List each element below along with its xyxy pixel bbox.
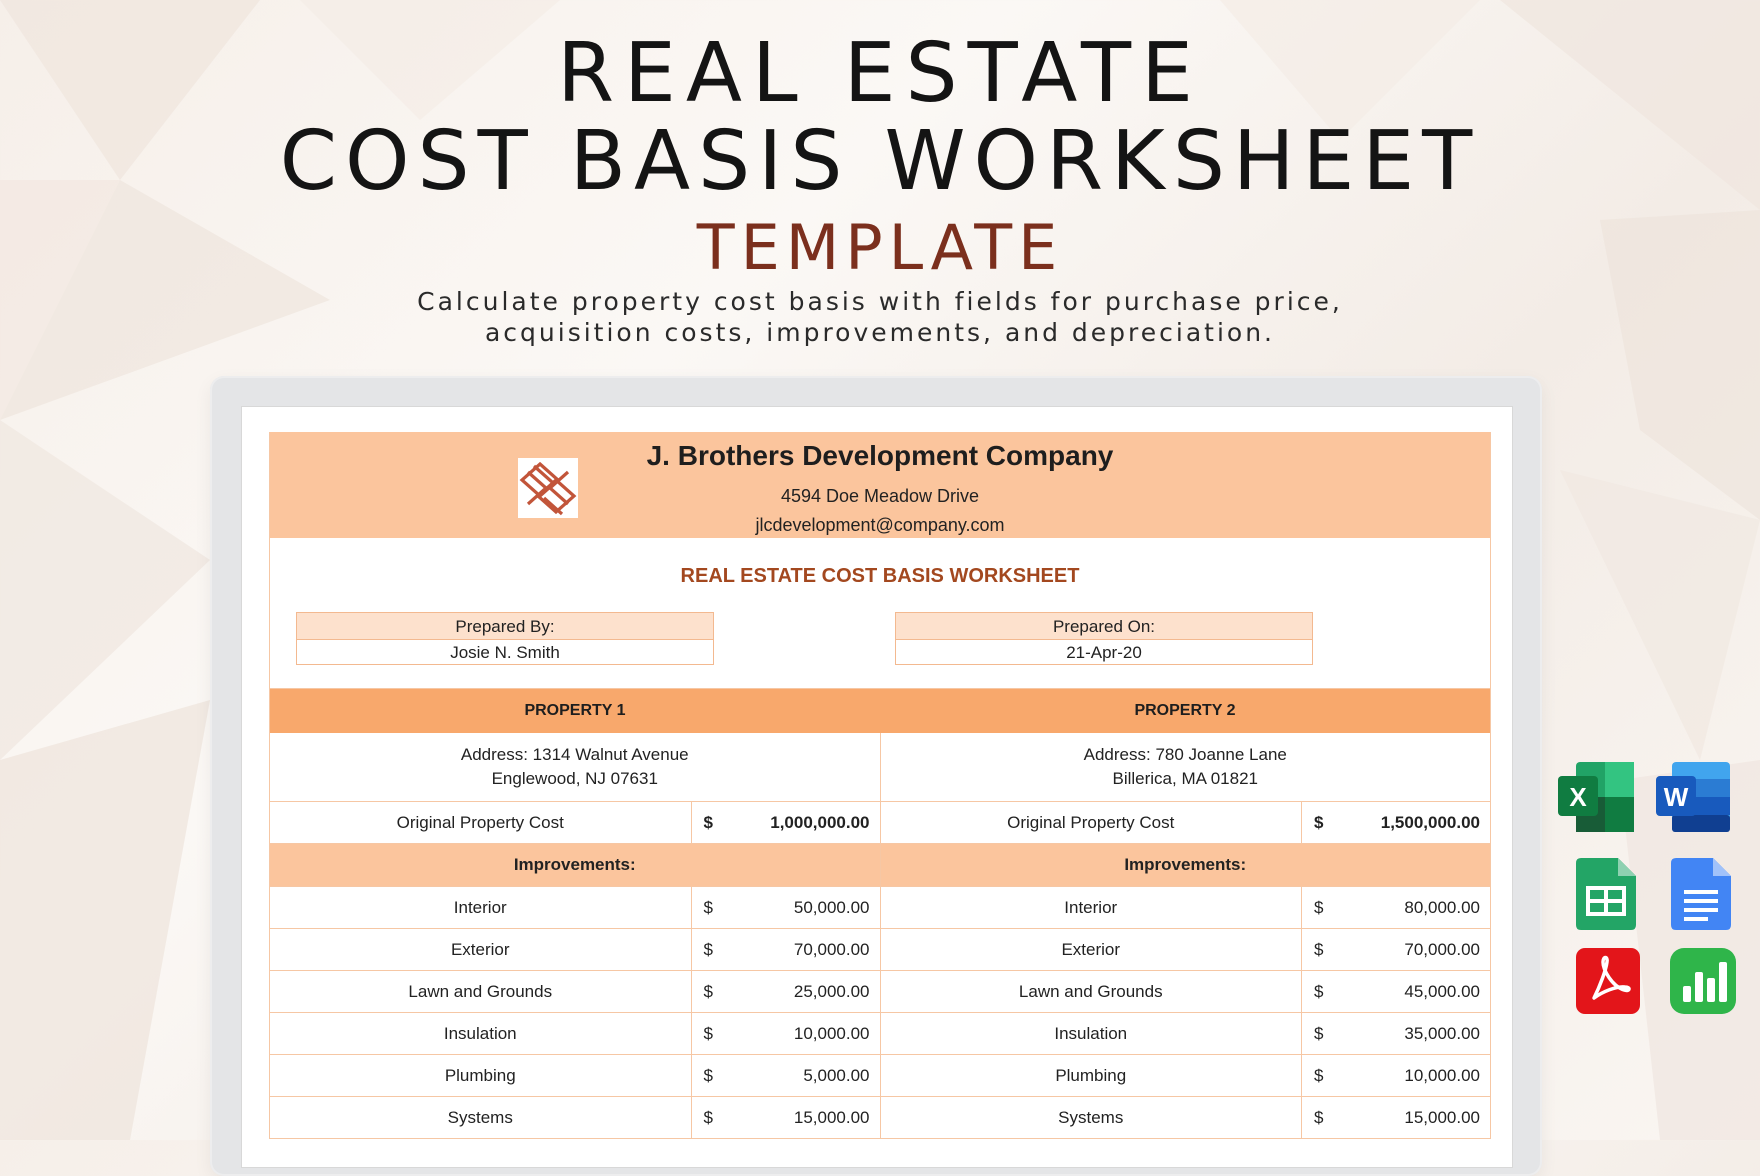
original-cost-row <box>270 802 1490 844</box>
improvement-amount[interactable]: 70,000.00 <box>793 940 870 959</box>
property-2-address-line1: Address: 780 Joanne Lane <box>1083 745 1287 764</box>
prepared-on-box <box>895 612 1313 665</box>
improvement-amount[interactable]: 10,000.00 <box>793 1024 870 1043</box>
currency-symbol: $ <box>691 1097 720 1138</box>
property-1-improvement <box>270 1097 880 1138</box>
table-row <box>270 1013 1490 1055</box>
property-2-heading: PROPERTY 2 <box>1134 702 1236 719</box>
currency-symbol: $ <box>1301 929 1330 970</box>
worksheet-title: REAL ESTATE COST BASIS WORKSHEET <box>270 538 1490 612</box>
property-1-improvement <box>270 887 880 928</box>
word-icon-letter: W <box>1663 782 1689 812</box>
improvement-label: Systems <box>1058 1108 1124 1127</box>
improvement-label: Systems <box>447 1108 513 1127</box>
improvement-label: Lawn and Grounds <box>408 982 553 1001</box>
table-row <box>270 971 1490 1013</box>
currency-symbol: $ <box>1301 971 1330 1012</box>
improvement-amount[interactable]: 15,000.00 <box>793 1108 870 1127</box>
property-1-address-line1: Address: 1314 Walnut Avenue <box>460 745 689 764</box>
property-2-address-line2: Billerica, MA 01821 <box>1112 769 1259 788</box>
property-2-improvements-heading: Improvements: <box>880 844 1491 886</box>
improvement-label: Interior <box>1064 898 1118 917</box>
property-1-cost <box>270 802 880 843</box>
property-2-cost <box>880 802 1491 843</box>
property-1-cost-value[interactable]: 1,000,000.00 <box>770 813 870 832</box>
company-header <box>270 432 1490 538</box>
word-icon <box>1656 762 1732 832</box>
prepared-by-box <box>296 612 714 665</box>
property-2-improvement <box>880 971 1491 1012</box>
hero-description-line2: acquisition costs, improvements, and depreciation. <box>484 318 1276 347</box>
google-sheets-icon <box>1576 858 1636 930</box>
improvement-amount[interactable]: 45,000.00 <box>1404 982 1480 1001</box>
prepared-on-field[interactable]: 21-Apr-20 <box>896 640 1312 664</box>
improvement-label: Exterior <box>450 940 510 959</box>
property-2-cost-value[interactable]: 1,500,000.00 <box>1380 813 1480 832</box>
improvement-amount[interactable]: 50,000.00 <box>793 898 870 917</box>
table-row <box>270 887 1490 929</box>
hero-title-line1: REAL ESTATE <box>557 26 1203 121</box>
currency-symbol: $ <box>691 971 720 1012</box>
prepared-by-label: Prepared By: <box>297 613 713 640</box>
improvement-label: Insulation <box>443 1024 517 1043</box>
improvements-header-row <box>270 844 1490 887</box>
property-1-heading: PROPERTY 1 <box>524 702 626 719</box>
property-1-improvements-heading: Improvements: <box>513 855 636 874</box>
table-row <box>270 1055 1490 1097</box>
excel-icon <box>1558 762 1636 832</box>
table-row <box>270 1097 1490 1139</box>
property-1-improvement <box>270 971 880 1012</box>
improvement-label: Lawn and Grounds <box>1018 982 1163 1001</box>
property-2-improvement <box>880 929 1491 970</box>
property-2-improvement <box>880 887 1491 928</box>
worksheet <box>269 432 1491 1139</box>
prepared-by-field[interactable]: Josie N. Smith <box>297 640 713 664</box>
cost-label: Original Property Cost <box>396 813 564 832</box>
excel-icon-letter: X <box>1569 782 1587 812</box>
improvement-label: Interior <box>453 898 507 917</box>
prepared-on-label: Prepared On: <box>896 613 1312 640</box>
property-1-improvement <box>270 1055 880 1096</box>
improvement-amount[interactable]: 80,000.00 <box>1404 898 1480 917</box>
hero-description-line1: Calculate property cost basis with fields for purchase price, <box>417 287 1343 316</box>
company-name: J. Brothers Development Company <box>646 440 1114 471</box>
pdf-icon <box>1576 948 1640 1014</box>
currency-symbol: $ <box>691 802 720 843</box>
address-row <box>270 733 1490 802</box>
currency-symbol: $ <box>1301 1055 1330 1096</box>
improvement-amount[interactable]: 10,000.00 <box>1404 1066 1480 1085</box>
improvement-amount[interactable]: 5,000.00 <box>803 1066 870 1085</box>
property-1-improvement <box>270 1013 880 1054</box>
improvement-label: Exterior <box>1061 940 1121 959</box>
property-2-improvement <box>880 1097 1491 1138</box>
improvement-label: Insulation <box>1054 1024 1128 1043</box>
hero-title-template: TEMPLATE <box>696 211 1064 284</box>
company-address: 4594 Doe Meadow Drive <box>780 486 980 506</box>
company-email: jlcdevelopment@company.com <box>755 515 1005 535</box>
numbers-icon <box>1670 948 1736 1014</box>
currency-symbol: $ <box>1301 802 1330 843</box>
currency-symbol: $ <box>691 1055 720 1096</box>
currency-symbol: $ <box>1301 887 1330 928</box>
table-row <box>270 929 1490 971</box>
improvement-label: Plumbing <box>444 1066 516 1085</box>
currency-symbol: $ <box>691 1013 720 1054</box>
improvement-amount[interactable]: 15,000.00 <box>1404 1108 1480 1127</box>
improvement-amount[interactable]: 25,000.00 <box>793 982 870 1001</box>
google-docs-icon <box>1671 858 1731 930</box>
improvement-amount[interactable]: 35,000.00 <box>1404 1024 1480 1043</box>
cost-label: Original Property Cost <box>1007 813 1175 832</box>
currency-symbol: $ <box>1301 1097 1330 1138</box>
currency-symbol: $ <box>691 887 720 928</box>
hero-description <box>0 286 1760 348</box>
property-2-improvement <box>880 1013 1491 1054</box>
improvement-amount[interactable]: 70,000.00 <box>1404 940 1480 959</box>
property-2-improvement <box>880 1055 1491 1096</box>
property-1-address[interactable] <box>270 733 880 801</box>
property-header-row <box>270 688 1490 733</box>
currency-symbol: $ <box>691 929 720 970</box>
property-2-address[interactable] <box>880 733 1491 801</box>
property-1-address-line2: Englewood, NJ 07631 <box>491 769 658 788</box>
meta-row <box>270 612 1490 688</box>
property-1-improvement <box>270 929 880 970</box>
improvement-label: Plumbing <box>1055 1066 1127 1085</box>
currency-symbol: $ <box>1301 1013 1330 1054</box>
hero-title-line2: COST BASIS WORKSHEET <box>279 114 1481 209</box>
